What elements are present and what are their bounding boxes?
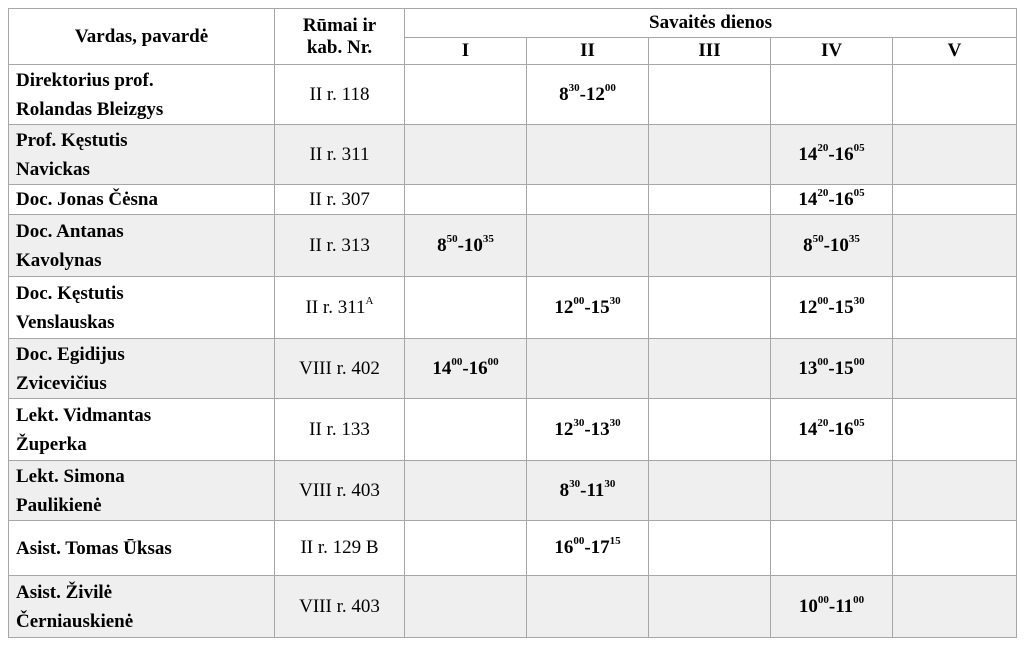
end-hour: 16 — [468, 357, 488, 379]
time-slot-day-4 — [771, 339, 893, 399]
time-range — [554, 416, 621, 440]
person-name-line2: Venslauskas — [16, 311, 115, 333]
end-minute: 05 — [853, 416, 865, 429]
time-slot-day-2 — [527, 277, 649, 339]
start-hour: 14 — [798, 418, 818, 440]
table-body — [9, 65, 1017, 638]
range-dash: - — [580, 479, 587, 501]
range-dash: - — [584, 537, 591, 558]
room-cell — [275, 399, 405, 461]
time-range — [803, 232, 860, 256]
end-hour: 15 — [834, 357, 854, 379]
time-slot-day-5 — [893, 576, 1017, 638]
start-hour: 14 — [798, 188, 818, 210]
time-slot-day-4 — [771, 215, 893, 277]
name-column-header: Vardas, pavardė — [9, 9, 275, 65]
time-range — [554, 537, 620, 558]
start-hour: 8 — [437, 234, 447, 256]
range-dash: - — [828, 418, 835, 440]
range-dash: - — [828, 595, 836, 617]
time-slot-day-1 — [405, 65, 527, 125]
end-hour: 12 — [585, 83, 605, 105]
room-column-header — [275, 9, 405, 65]
end-hour: 10 — [463, 234, 483, 256]
end-hour: 16 — [834, 188, 854, 210]
person-name-line2: Navickas — [16, 158, 90, 180]
person-name-line1: Lekt. Vidmantas — [16, 404, 152, 426]
time-slot-day-4 — [771, 576, 893, 638]
table-row — [9, 339, 1017, 399]
table-row — [9, 461, 1017, 521]
room-cell — [275, 339, 405, 399]
room-cell — [275, 185, 405, 215]
room-number: II r. 311 — [309, 143, 370, 165]
time-range — [798, 186, 865, 210]
end-hour: 13 — [590, 418, 610, 440]
time-slot-day-3 — [649, 277, 771, 339]
start-hour: 10 — [798, 595, 818, 617]
start-minute: 50 — [812, 232, 824, 245]
table-row — [9, 521, 1017, 576]
person-name-line2: Černiauskienė — [16, 610, 134, 632]
time-slot-day-3 — [649, 399, 771, 461]
person-name-cell — [9, 399, 275, 461]
room-cell — [275, 521, 405, 576]
time-slot-day-2 — [527, 521, 649, 576]
time-slot-day-2 — [527, 125, 649, 185]
person-name-line1: Doc. Jonas Čėsna — [16, 189, 158, 210]
end-minute: 05 — [853, 186, 865, 199]
range-dash: - — [828, 357, 835, 379]
table-row — [9, 576, 1017, 638]
end-minute: 05 — [853, 141, 865, 154]
end-minute: 00 — [853, 355, 865, 368]
room-number: II r. 311 — [305, 296, 366, 318]
time-slot-day-3 — [649, 215, 771, 277]
range-dash: - — [828, 296, 835, 318]
time-range — [798, 416, 865, 440]
table-row — [9, 399, 1017, 461]
start-minute: 00 — [817, 355, 829, 368]
time-slot-day-2 — [527, 215, 649, 277]
table-row — [9, 65, 1017, 125]
end-hour: 16 — [834, 143, 854, 165]
start-hour: 13 — [798, 357, 818, 379]
person-name-line2: Župerka — [16, 433, 87, 455]
person-name-cell — [9, 185, 275, 215]
end-minute: 00 — [487, 355, 499, 368]
person-name-line2: Kavolynas — [16, 249, 102, 271]
start-minute: 00 — [817, 593, 829, 606]
start-minute: 20 — [817, 186, 829, 199]
room-number: II r. 307 — [309, 188, 370, 210]
end-minute: 15 — [609, 535, 621, 547]
time-slot-day-4 — [771, 461, 893, 521]
range-dash: - — [584, 418, 591, 440]
person-name-line1: Lekt. Simona — [16, 465, 125, 487]
room-cell — [275, 576, 405, 638]
person-name-line2: Zvicevičius — [16, 372, 107, 394]
room-header-line2: kab. Nr. — [306, 36, 373, 58]
person-name-cell — [9, 521, 275, 576]
end-hour: 10 — [829, 234, 849, 256]
person-name-cell — [9, 461, 275, 521]
time-slot-day-4 — [771, 277, 893, 339]
end-hour: 15 — [590, 296, 610, 318]
time-slot-day-3 — [649, 65, 771, 125]
room-cell — [275, 125, 405, 185]
time-slot-day-1 — [405, 215, 527, 277]
time-slot-day-5 — [893, 65, 1017, 125]
range-dash: - — [457, 234, 464, 256]
person-name-cell — [9, 125, 275, 185]
time-range — [432, 355, 499, 379]
start-minute: 00 — [817, 294, 829, 307]
room-number: II r. 129 B — [300, 537, 379, 558]
room-cell — [275, 461, 405, 521]
time-slot-day-1 — [405, 185, 527, 215]
time-slot-day-1 — [405, 576, 527, 638]
room-number: II r. 133 — [309, 418, 370, 440]
person-name-cell — [9, 65, 275, 125]
time-slot-day-5 — [893, 399, 1017, 461]
end-minute: 30 — [604, 477, 616, 490]
time-slot-day-3 — [649, 185, 771, 215]
start-hour: 8 — [803, 234, 813, 256]
table-row — [9, 185, 1017, 215]
end-minute: 35 — [848, 232, 860, 245]
time-slot-day-1 — [405, 277, 527, 339]
end-hour: 17 — [590, 537, 610, 558]
person-name-cell — [9, 576, 275, 638]
room-number: VIII r. 403 — [299, 479, 380, 501]
range-dash: - — [579, 83, 586, 105]
start-minute: 30 — [569, 477, 581, 490]
person-name-cell — [9, 339, 275, 399]
time-slot-day-2 — [527, 339, 649, 399]
time-slot-day-2 — [527, 65, 649, 125]
time-range — [798, 355, 865, 379]
end-minute: 30 — [609, 416, 621, 429]
start-hour: 14 — [432, 357, 452, 379]
time-slot-day-3 — [649, 339, 771, 399]
time-slot-day-2 — [527, 185, 649, 215]
start-hour: 8 — [559, 479, 570, 501]
start-minute: 20 — [817, 141, 829, 154]
person-name-line1: Doc. Kęstutis — [16, 282, 124, 304]
schedule-table — [8, 8, 1017, 638]
time-slot-day-2 — [527, 461, 649, 521]
time-range — [437, 232, 494, 256]
table-row — [9, 215, 1017, 277]
weekdays-group-header: Savaitės dienos — [405, 9, 1017, 38]
time-range — [798, 294, 865, 318]
time-slot-day-2 — [527, 576, 649, 638]
time-slot-day-5 — [893, 461, 1017, 521]
room-header-line1: Rūmai ir — [302, 14, 377, 36]
time-slot-day-1 — [405, 125, 527, 185]
time-slot-day-3 — [649, 521, 771, 576]
time-slot-day-1 — [405, 461, 527, 521]
person-name-line2: Rolandas Bleizgys — [16, 98, 164, 120]
start-minute: 00 — [573, 535, 585, 547]
time-slot-day-3 — [649, 576, 771, 638]
time-slot-day-5 — [893, 339, 1017, 399]
end-hour: 11 — [586, 479, 605, 501]
room-cell — [275, 65, 405, 125]
range-dash: - — [462, 357, 469, 379]
start-hour: 8 — [559, 83, 569, 105]
time-slot-day-2 — [527, 399, 649, 461]
person-name-cell — [9, 215, 275, 277]
time-range — [554, 294, 621, 318]
room-number: II r. 118 — [309, 83, 370, 105]
end-hour: 16 — [834, 418, 854, 440]
table-row — [9, 277, 1017, 339]
range-dash: - — [828, 143, 835, 165]
room-number: VIII r. 403 — [299, 595, 380, 617]
time-range — [798, 141, 865, 165]
time-slot-day-4 — [771, 125, 893, 185]
time-range — [798, 593, 865, 617]
time-range — [559, 81, 616, 105]
room-cell — [275, 215, 405, 277]
table-row — [9, 125, 1017, 185]
end-hour: 11 — [835, 595, 854, 617]
time-slot-day-5 — [893, 215, 1017, 277]
person-name-line2: Paulikienė — [16, 494, 102, 516]
end-minute: 35 — [482, 232, 494, 245]
end-minute: 30 — [853, 294, 865, 307]
start-minute: 00 — [451, 355, 463, 368]
time-slot-day-4 — [771, 185, 893, 215]
start-hour: 12 — [798, 296, 818, 318]
person-name-line1: Doc. Antanas — [16, 220, 124, 242]
room-cell — [275, 277, 405, 339]
start-minute: 30 — [573, 416, 585, 429]
person-name-line1: Prof. Kęstutis — [16, 129, 128, 151]
time-slot-day-5 — [893, 521, 1017, 576]
end-minute: 00 — [604, 81, 616, 94]
person-name-line1: Asist. Tomas Ūksas — [16, 537, 172, 559]
room-suffix: A — [365, 294, 374, 307]
time-range — [559, 477, 616, 501]
range-dash: - — [823, 234, 830, 256]
time-slot-day-4 — [771, 399, 893, 461]
time-slot-day-4 — [771, 65, 893, 125]
table-header — [9, 9, 1017, 65]
end-minute: 00 — [853, 593, 865, 606]
day-header-3: III — [649, 38, 771, 65]
day-header-5: V — [893, 38, 1017, 65]
end-minute: 30 — [609, 294, 621, 307]
start-hour: 12 — [554, 418, 574, 440]
person-name-line1: Direktorius prof. — [16, 69, 154, 91]
start-hour: 12 — [554, 296, 574, 318]
start-hour: 14 — [798, 143, 818, 165]
time-slot-day-5 — [893, 277, 1017, 339]
time-slot-day-3 — [649, 125, 771, 185]
end-hour: 15 — [834, 296, 854, 318]
person-name-line1: Asist. Živilė — [16, 581, 113, 603]
person-name-cell — [9, 277, 275, 339]
day-header-1: I — [405, 38, 527, 65]
room-number: VIII r. 402 — [299, 357, 380, 379]
time-slot-day-4 — [771, 521, 893, 576]
start-hour: 16 — [554, 537, 574, 558]
room-number: II r. 313 — [309, 234, 370, 256]
day-header-4: IV — [771, 38, 893, 65]
start-minute: 50 — [446, 232, 458, 245]
time-slot-day-1 — [405, 339, 527, 399]
time-slot-day-5 — [893, 185, 1017, 215]
start-minute: 20 — [817, 416, 829, 429]
range-dash: - — [828, 188, 835, 210]
time-slot-day-5 — [893, 125, 1017, 185]
person-name-line1: Doc. Egidijus — [16, 343, 125, 365]
time-slot-day-3 — [649, 461, 771, 521]
time-slot-day-1 — [405, 399, 527, 461]
start-minute: 30 — [568, 81, 580, 94]
time-slot-day-1 — [405, 521, 527, 576]
range-dash: - — [584, 296, 591, 318]
start-minute: 00 — [573, 294, 585, 307]
day-header-2: II — [527, 38, 649, 65]
